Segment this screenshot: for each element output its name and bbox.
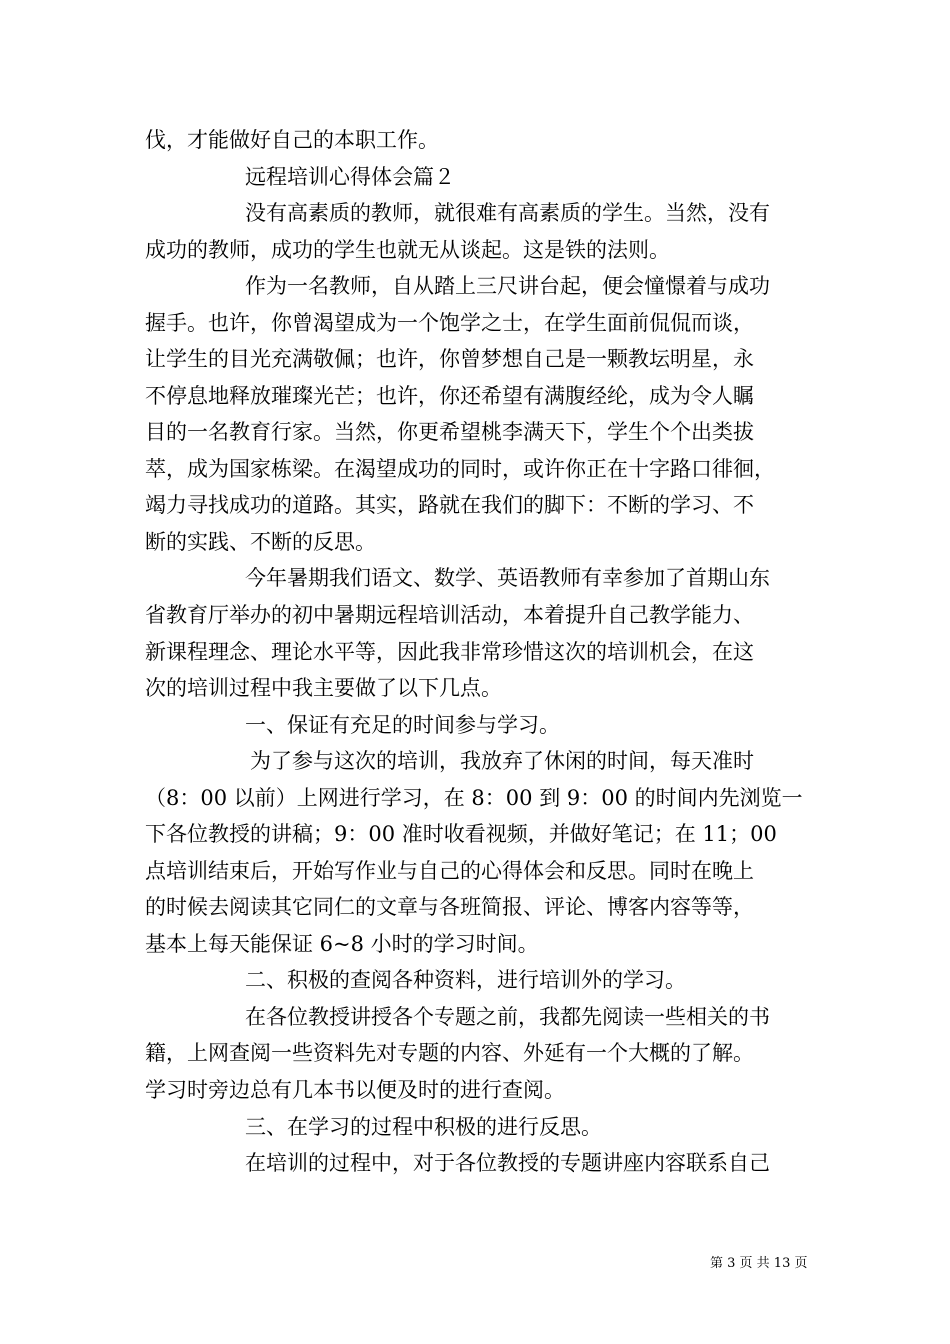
- text-line: 断的实践、不断的反思。: [145, 530, 376, 554]
- page-number: 第 3 页 共 13 页: [710, 1256, 808, 1271]
- section-heading: 远程培训心得体会篇２: [245, 165, 455, 189]
- section-heading: 二、积极的查阅各种资料，进行培训外的学习。: [245, 968, 686, 992]
- text-line: 的时候去阅读其它同仁的文章与各班简报、评论、博客内容等等，: [145, 895, 754, 919]
- text-line: 省教育厅举办的初中暑期远程培训活动，本着提升自己教学能力、: [145, 603, 754, 627]
- text-line: 籍，上网查阅一些资料先对专题的内容、外延有一个大概的了解。: [145, 1041, 754, 1065]
- text-line: 次的培训过程中我主要做了以下几点。: [145, 676, 502, 700]
- text-line: 今年暑期我们语文、数学、英语教师有幸参加了首期山东: [245, 566, 770, 590]
- text-line: 目的一名教育行家。当然，你更希望桃李满天下，学生个个出类拔: [145, 420, 754, 444]
- section-heading: 三、在学习的过程中积极的进行反思。: [245, 1115, 602, 1139]
- text-line: 竭力寻找成功的道路。其实，路就在我们的脚下：不断的学习、不: [145, 493, 754, 517]
- text-line: 不停息地释放璀璨光芒；也许，你还希望有满腹经纶，成为令人瞩: [145, 384, 754, 408]
- text-line: （8：00 以前）上网进行学习，在 8：00 到 9：00 的时间内先浏览一: [145, 786, 803, 810]
- text-line: 作为一名教师，自从踏上三尺讲台起，便会憧憬着与成功: [245, 274, 770, 298]
- text-line: 在培训的过程中，对于各位教授的专题讲座内容联系自己: [245, 1151, 770, 1175]
- text-line: 为了参与这次的培训，我放弃了休闲的时间，每天准时: [250, 749, 754, 773]
- text-line: 握手。也许，你曾渴望成为一个饱学之士，在学生面前侃侃而谈，: [145, 311, 754, 335]
- text-line: 让学生的目光充满敬佩；也许，你曾梦想自己是一颗教坛明星，永: [145, 347, 754, 371]
- text-line: 学习时旁边总有几本书以便及时的进行查阅。: [145, 1078, 565, 1102]
- text-line: 没有高素质的教师，就很难有高素质的学生。当然，没有: [245, 201, 770, 225]
- text-line: 基本上每天能保证 6~8 小时的学习时间。: [145, 932, 539, 956]
- text-line: 萃，成为国家栋梁。在渴望成功的同时，或许你正在十字路口徘徊，: [145, 457, 775, 481]
- text-line: 点培训结束后，开始写作业与自己的心得体会和反思。同时在晚上: [145, 859, 754, 883]
- text-line: 成功的教师，成功的学生也就无从谈起。这是铁的法则。: [145, 238, 670, 262]
- text-line: 伐，才能做好自己的本职工作。: [145, 128, 439, 152]
- text-line: 下各位教授的讲稿；9：00 准时收看视频，并做好笔记；在 11；00: [145, 822, 777, 846]
- text-line: 在各位教授讲授各个专题之前，我都先阅读一些相关的书: [245, 1005, 770, 1029]
- section-heading: 一、保证有充足的时间参与学习。: [245, 713, 560, 737]
- text-line: 新课程理念、理论水平等，因此我非常珍惜这次的培训机会，在这: [145, 640, 754, 664]
